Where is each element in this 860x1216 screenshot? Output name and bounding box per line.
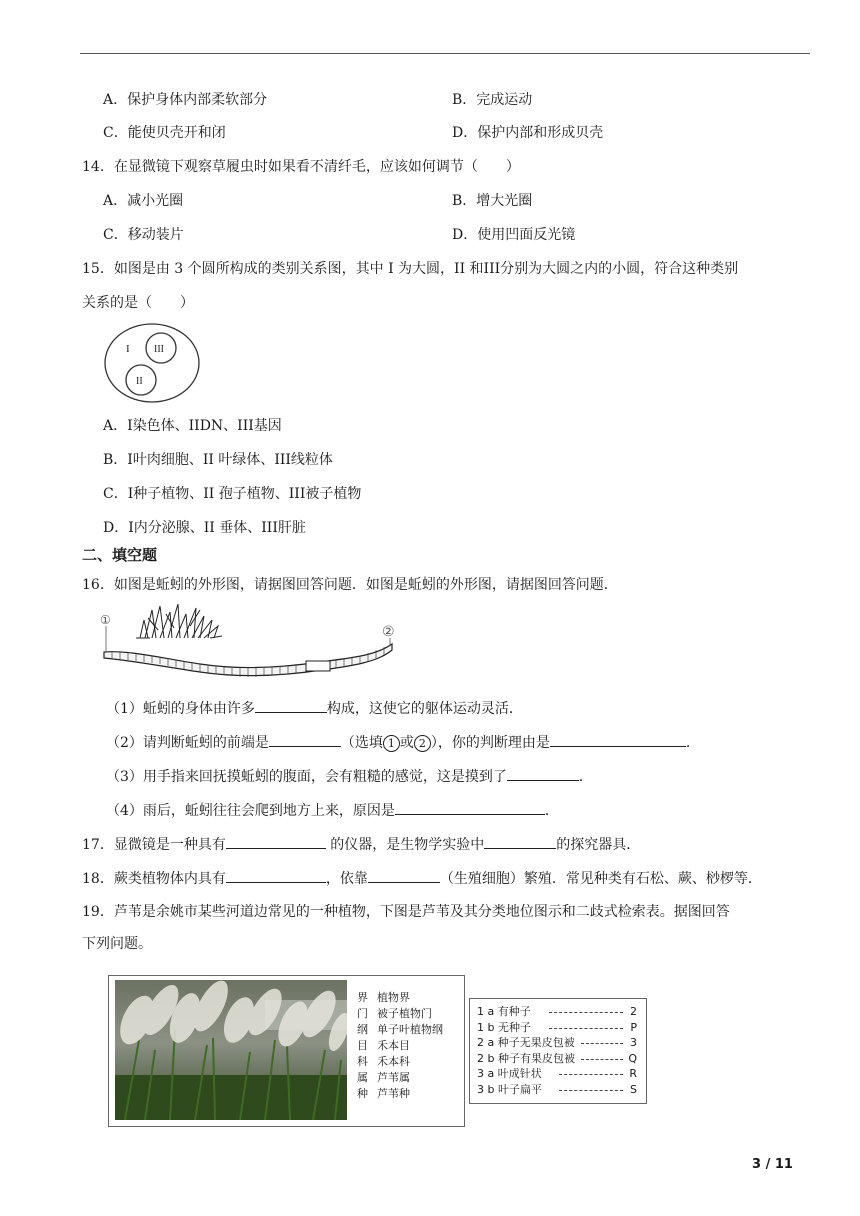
q16-part1-b: 构成，这使它的躯体运动灵活．	[326, 701, 523, 717]
q16-part3-b: ．	[578, 769, 593, 785]
q16-part2-a: （2）请判断蚯蚓的前端是	[106, 735, 269, 751]
q13-option-c: C．能使贝壳开和闭	[103, 125, 226, 141]
q14-option-b: B．增大光圈	[452, 193, 533, 209]
q17-c: 的探究器具．	[556, 837, 641, 853]
q14-option-a: A．减小光圈	[103, 193, 184, 209]
q17-b: 的仪器，是生物学实验中	[325, 837, 485, 853]
q17-blank-2[interactable]	[484, 834, 556, 849]
earthworm-figure	[100, 600, 400, 692]
q13-option-b: B．完成运动	[452, 92, 533, 108]
label-1: ①	[100, 613, 111, 627]
q15-option-c: C．Ⅰ种子植物、II 孢子植物、III被子植物	[103, 486, 362, 502]
q18-b: ，依靠	[325, 871, 368, 887]
q13-option-a: A．保护身体内部柔软部分	[103, 92, 268, 108]
q16-part4-a: （4）雨后，蚯蚓往往会爬到地方上来，原因是	[106, 803, 395, 819]
clitellum	[306, 661, 330, 671]
q15-stem-line2: 关系的是（ ）	[82, 295, 194, 311]
header-rule	[80, 53, 810, 54]
q16-blank-3[interactable]	[550, 732, 686, 747]
q14-option-d: D．使用凹面反光镜	[452, 227, 576, 243]
taxonomy-row: 纲 单子叶植物纲	[357, 1023, 443, 1036]
q16-part1	[106, 698, 523, 719]
key-row: 2 b 种子有果皮包被 Q	[477, 1051, 637, 1065]
q16-part2-e: ．	[685, 735, 700, 751]
key-row: 2 a 种子无果皮包被 3	[477, 1036, 637, 1049]
q18-c: （生殖细胞）繁殖．常见种类有石松、蕨、桫椤等．	[439, 871, 762, 887]
q17-line	[82, 834, 640, 855]
q16-part3	[106, 766, 593, 787]
q15-option-d: D．Ⅰ内分泌腺、II 垂体、III肝脏	[103, 520, 306, 536]
circled-number-1: 1	[383, 735, 400, 752]
q16-part4-b: ．	[544, 803, 559, 819]
section-title: 二、填空题	[82, 546, 158, 564]
q16-part1-a: （1）蚯蚓的身体由许多	[106, 701, 255, 717]
q16-blank-5[interactable]	[395, 800, 545, 815]
taxonomy-row: 门 被子植物门	[357, 1007, 432, 1020]
taxonomy-row: 属 芦苇属	[357, 1071, 410, 1084]
q17-a: 17．显微镜是一种具有	[82, 837, 226, 853]
q14-option-c: C．移动装片	[103, 227, 184, 243]
label-III: III	[154, 344, 164, 355]
taxonomy-list	[357, 990, 443, 1102]
q14-stem: 14．在显微镜下观察草履虫时如果看不清纤毛，应该如何调节（ ）	[82, 159, 520, 175]
q16-part2-b: （选填	[340, 735, 383, 751]
label-2: ②	[382, 624, 395, 640]
q16-part3-a: （3）用手指来回抚摸蚯蚓的腹面，会有粗糙的感觉，这是摸到了	[106, 769, 507, 785]
q19-line2: 下列问题。	[82, 936, 152, 952]
q16-part2	[106, 732, 700, 753]
q17-blank-1[interactable]	[226, 834, 326, 849]
q15-option-a: A．Ⅰ染色体、IIDN、III基因	[103, 418, 282, 434]
q16-stem: 16．如图是蚯蚓的外形图，请据图回答问题．如图是蚯蚓的外形图，请据图回答问题．	[82, 577, 618, 593]
q13-option-d: D．保护内部和形成贝壳	[452, 125, 604, 141]
q16-part2-or: 或	[399, 735, 414, 751]
grass-drawing	[136, 604, 222, 638]
key-row: 1 a 有种子 2	[477, 1005, 637, 1018]
q15-option-b: B．Ⅰ叶肉细胞、II 叶绿体、III线粒体	[103, 452, 333, 468]
label-I: I	[126, 343, 130, 355]
label-II: II	[136, 376, 143, 387]
q18-blank-2[interactable]	[368, 868, 440, 883]
q16-blank-2[interactable]	[269, 732, 341, 747]
q15-stem-line1: 15．如图是由 3 个圆所构成的类别关系图，其中 I 为大圆，II 和III分别为大圆之内的小圆，符合这种类别	[82, 261, 739, 277]
taxonomy-row: 界 植物界	[357, 991, 410, 1004]
circled-number-2: 2	[414, 735, 431, 752]
q18-line	[82, 868, 762, 889]
q19-line1: 19．芦苇是余姚市某些河道边常见的一种植物，下图是芦苇及其分类地位图示和二歧式检索表。据图回答	[82, 904, 730, 920]
q18-blank-1[interactable]	[226, 868, 326, 883]
page-number: 3 / 11	[752, 1157, 793, 1172]
q16-blank-1[interactable]	[255, 698, 327, 713]
dichotomous-key	[477, 1004, 637, 1097]
q18-a: 18．蕨类植物体内具有	[82, 871, 226, 887]
q16-part4	[106, 800, 559, 821]
taxonomy-row: 目 禾本目	[357, 1039, 410, 1052]
venn-diagram	[102, 322, 202, 404]
taxonomy-row: 科 禾本科	[357, 1055, 410, 1068]
q16-part2-d: ），你的判断理由是	[430, 735, 550, 751]
q16-blank-4[interactable]	[507, 766, 579, 781]
reed-photo	[115, 980, 347, 1120]
key-row: 1 b 无种子 P	[477, 1020, 637, 1034]
key-row: 3 b 叶子扁平 S	[477, 1082, 637, 1096]
key-row: 3 a 叶成针状 R	[477, 1067, 637, 1080]
taxonomy-row: 种 芦苇种	[357, 1087, 410, 1100]
